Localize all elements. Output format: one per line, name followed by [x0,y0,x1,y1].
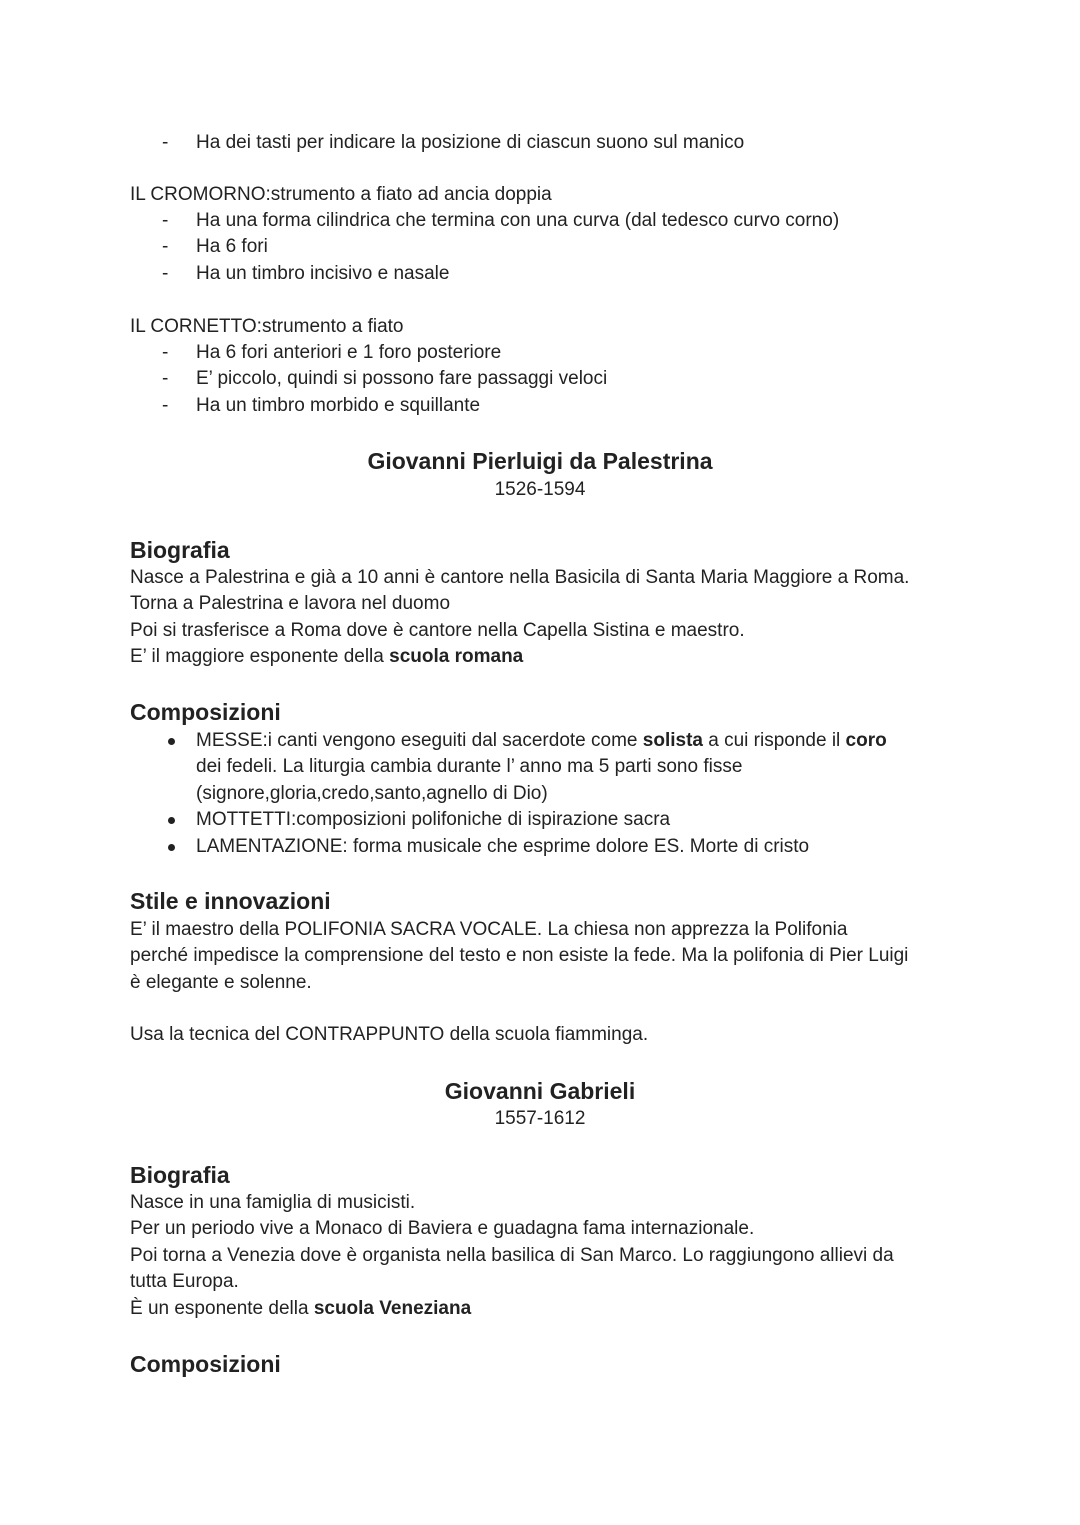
stile-heading: Stile e innovazioni [130,888,331,914]
paragraph-line: è elegante e solenne. [130,972,312,993]
paragraph-line: Torna a Palestrina e lavora nel duomo [130,593,451,614]
bullet-icon [168,817,175,824]
list-dash: - [162,132,169,153]
section-years: 1557-1612 [494,1108,586,1129]
list-item: Ha 6 fori [196,236,268,257]
list-item-continuation: dei fedeli. La liturgia cambia durante l’ anno ma 5 parti sono fisse [196,756,743,777]
paragraph-line: Nasce in una famiglia di musicisti. [130,1192,416,1213]
list-item [196,728,887,754]
text-run: MESSE:i canti vengono eseguiti dal sacerdote come [196,730,643,751]
list-dash: - [162,395,169,416]
list-item: Ha una forma cilindrica che termina con una curva (dal tedesco curvo corno) [196,210,840,231]
text-run: È un esponente della [130,1298,314,1319]
bold-text: coro [845,730,887,751]
biografia-heading: Biografia [130,537,230,563]
paragraph-line: Nasce a Palestrina e già a 10 anni è cantore nella Basicila di Santa Maria Maggiore a Roma. [130,567,910,588]
paragraph-line [130,644,523,670]
bold-text: scuola romana [389,646,524,667]
composizioni-heading: Composizioni [130,1351,281,1377]
paragraph-line: Poi torna a Venezia dove è organista nella basilica di San Marco. Lo raggiungono allievi da [130,1245,894,1266]
list-dash: - [162,263,169,284]
cromorno-heading: IL CROMORNO:strumento a fiato ad ancia doppia [130,184,552,205]
paragraph-line [130,1296,471,1322]
list-item: LAMENTAZIONE: forma musicale che esprime dolore ES. Morte di cristo [196,836,810,857]
list-item: Ha dei tasti per indicare la posizione di ciascun suono sul manico [196,132,745,153]
paragraph-line: tutta Europa. [130,1271,239,1292]
list-item: Ha un timbro morbido e squillante [196,395,481,416]
list-item: E’ piccolo, quindi si possono fare passaggi veloci [196,368,608,389]
composizioni-heading: Composizioni [130,699,281,725]
list-item-continuation: (signore,gloria,credo,santo,agnello di Dio) [196,783,548,804]
list-item: Ha un timbro incisivo e nasale [196,263,450,284]
bullet-icon [168,844,175,851]
paragraph-line: Poi si trasferisce a Roma dove è cantore nella Capella Sistina e maestro. [130,620,745,641]
list-item: Ha 6 fori anteriori e 1 foro posteriore [196,342,502,363]
section-title: Giovanni Pierluigi da Palestrina [367,448,713,474]
list-dash: - [162,236,169,257]
list-dash: - [162,210,169,231]
bullet-icon [168,738,175,745]
paragraph-line: perché impedisce la comprensione del testo e non esiste la fede. Ma la polifonia di Pier Luigi [130,945,909,966]
paragraph-line: E’ il maestro della POLIFONIA SACRA VOCALE. La chiesa non apprezza la Polifonia [130,919,848,940]
text-run: a cui risponde il [702,730,846,751]
bold-text: solista [642,730,703,751]
list-dash: - [162,368,169,389]
paragraph-line: Usa la tecnica del CONTRAPPUNTO della scuola fiamminga. [130,1024,649,1045]
paragraph-line: Per un periodo vive a Monaco di Baviera e guadagna fama internazionale. [130,1218,755,1239]
section-years: 1526-1594 [494,479,586,500]
list-item: MOTTETTI:composizioni polifoniche di ispirazione sacra [196,809,671,830]
text-run: E’ il maggiore esponente della [130,646,390,667]
biografia-heading: Biografia [130,1162,230,1188]
bold-text: scuola Veneziana [313,1298,472,1319]
cornetto-heading: IL CORNETTO:strumento a fiato [130,316,404,337]
list-dash: - [162,342,169,363]
section-title: Giovanni Gabrieli [444,1078,636,1104]
